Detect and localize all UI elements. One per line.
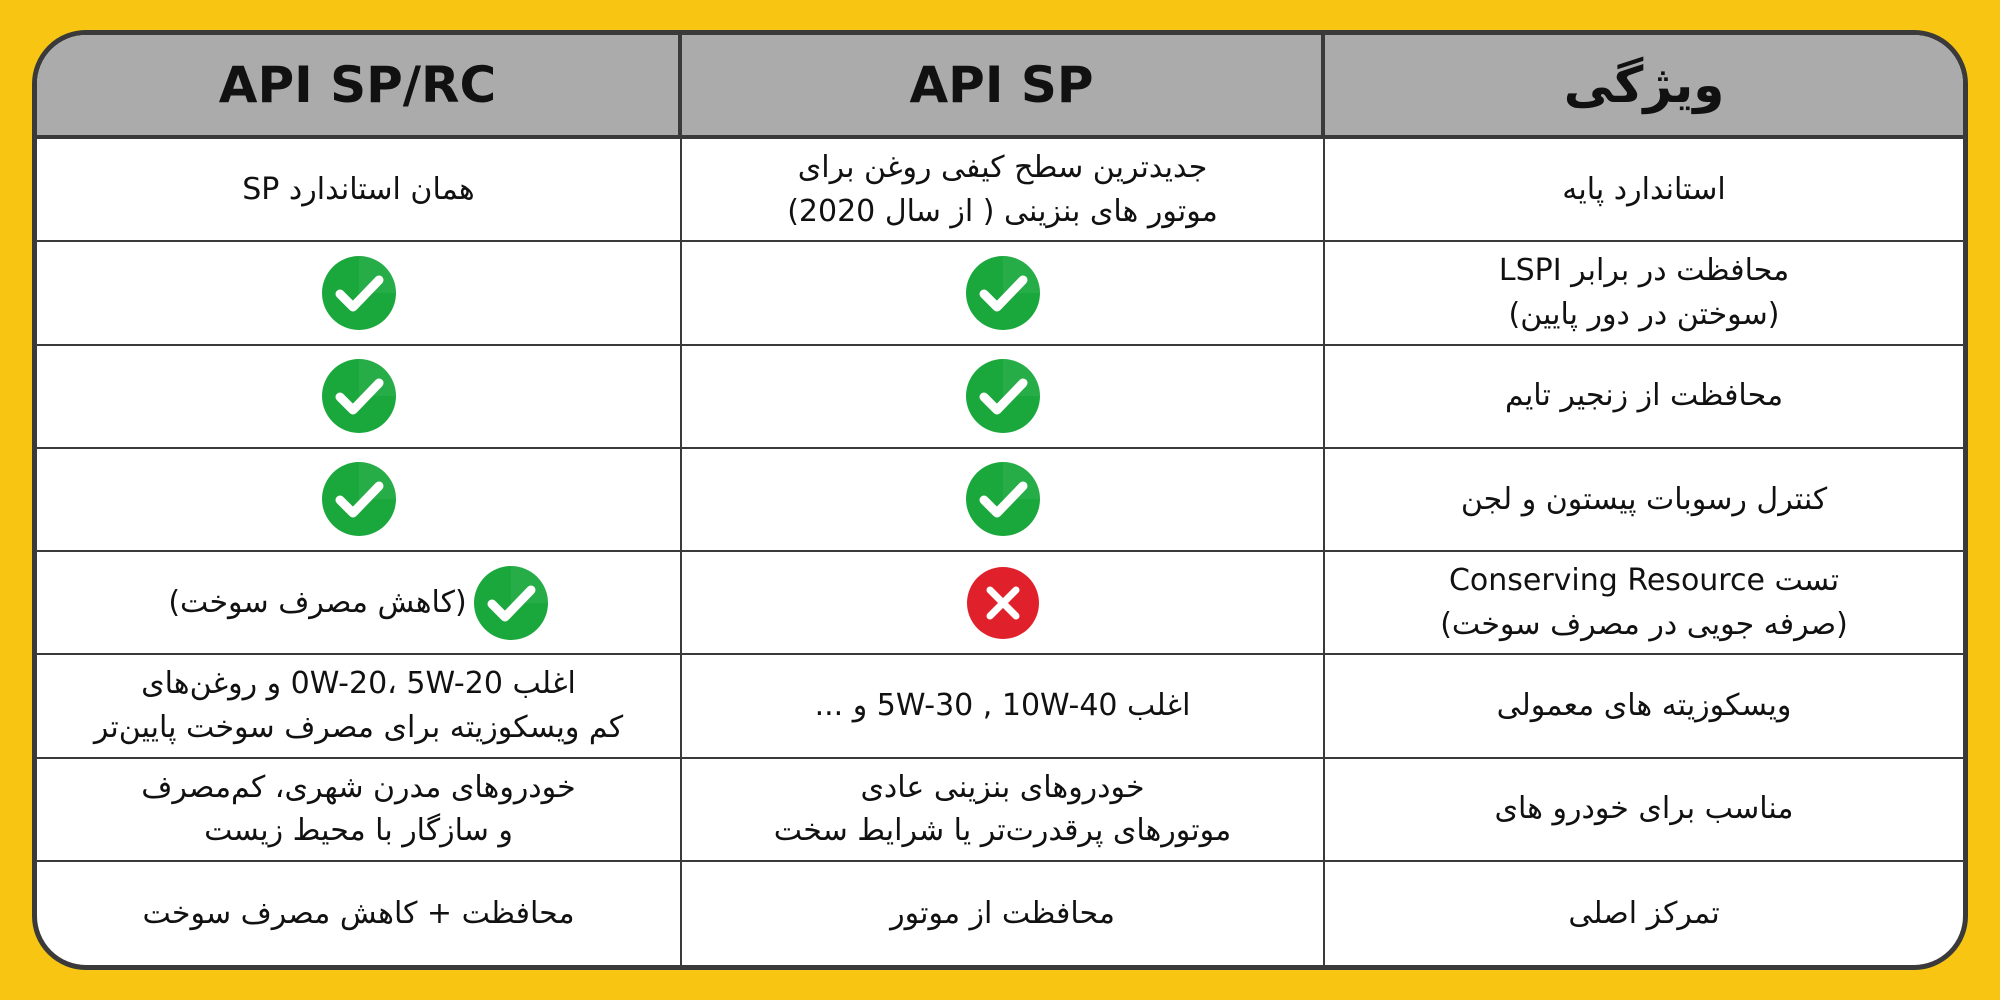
row-lspi-sprc	[37, 242, 682, 345]
check-icon	[321, 461, 397, 537]
row-lspi-feature: محافظت در برابر LSPI (سوختن در دور پایین)	[1325, 242, 1963, 345]
fuel-saving-note: (کاهش مصرف سوخت)	[168, 584, 467, 620]
row-suitable-vehicles-sp: خودروهای بنزینی عادی موتورهای پرقدرت‌تر یا شرایط سخت	[682, 759, 1325, 862]
row-viscosity-sp: اغلب 5W-30 , 10W-40 و ...	[682, 655, 1325, 758]
row-viscosity-sprc: اغلب 0W-20، 5W-20 و روغن‌های کم ویسکوزیته برای مصرف سوخت پایین‌تر	[37, 655, 682, 758]
row-main-focus-sp: محافظت از موتور	[682, 862, 1325, 965]
row-suitable-vehicles-feature: مناسب برای خودرو های	[1325, 759, 1963, 862]
row-resource-conserving-sp	[682, 552, 1325, 655]
row-base-standard-sprc: همان استاندارد SP	[37, 139, 682, 242]
row-base-standard-feature: استاندارد پایه	[1325, 139, 1963, 242]
check-icon	[321, 358, 397, 434]
row-main-focus-feature: تمرکز اصلی	[1568, 895, 1720, 931]
check-icon	[321, 255, 397, 331]
row-lspi-sp	[682, 242, 1325, 345]
row-timing-chain-feature: محافظت از زنجیر تایم	[1325, 346, 1963, 449]
row-deposit-control-sp	[682, 449, 1325, 552]
check-icon	[473, 565, 549, 641]
row-base-standard-sp: جدیدترین سطح کیفی روغن برای موتور های بنزینی ( از سال 2020)	[682, 139, 1325, 242]
cross-icon	[966, 566, 1040, 640]
row-resource-conserving-feature: تست Conserving Resource (صرفه جویی در مصرف سوخت)	[1325, 552, 1963, 655]
row-deposit-control-sprc	[37, 449, 682, 552]
comparison-table	[32, 30, 1968, 970]
header-feature: ویژگی	[1325, 35, 1963, 139]
check-icon	[965, 358, 1041, 434]
check-icon	[965, 255, 1041, 331]
row-main-focus-sprc: محافظت + کاهش مصرف سوخت	[37, 862, 682, 965]
row-viscosity-feature: ویسکوزیته های معمولی	[1325, 655, 1963, 758]
row-timing-chain-sp	[682, 346, 1325, 449]
header-sprc: API SP/RC	[37, 35, 682, 139]
check-icon	[965, 461, 1041, 537]
header-sp: API SP	[682, 35, 1325, 139]
row-resource-conserving-sprc	[37, 552, 682, 655]
row-suitable-vehicles-sprc: خودروهای مدرن شهری، کم‌مصرف و سازگار با محیط زیست	[37, 759, 682, 862]
row-timing-chain-sprc	[37, 346, 682, 449]
row-deposit-control-feature: کنترل رسوبات پیستون و لجن	[1325, 449, 1963, 552]
